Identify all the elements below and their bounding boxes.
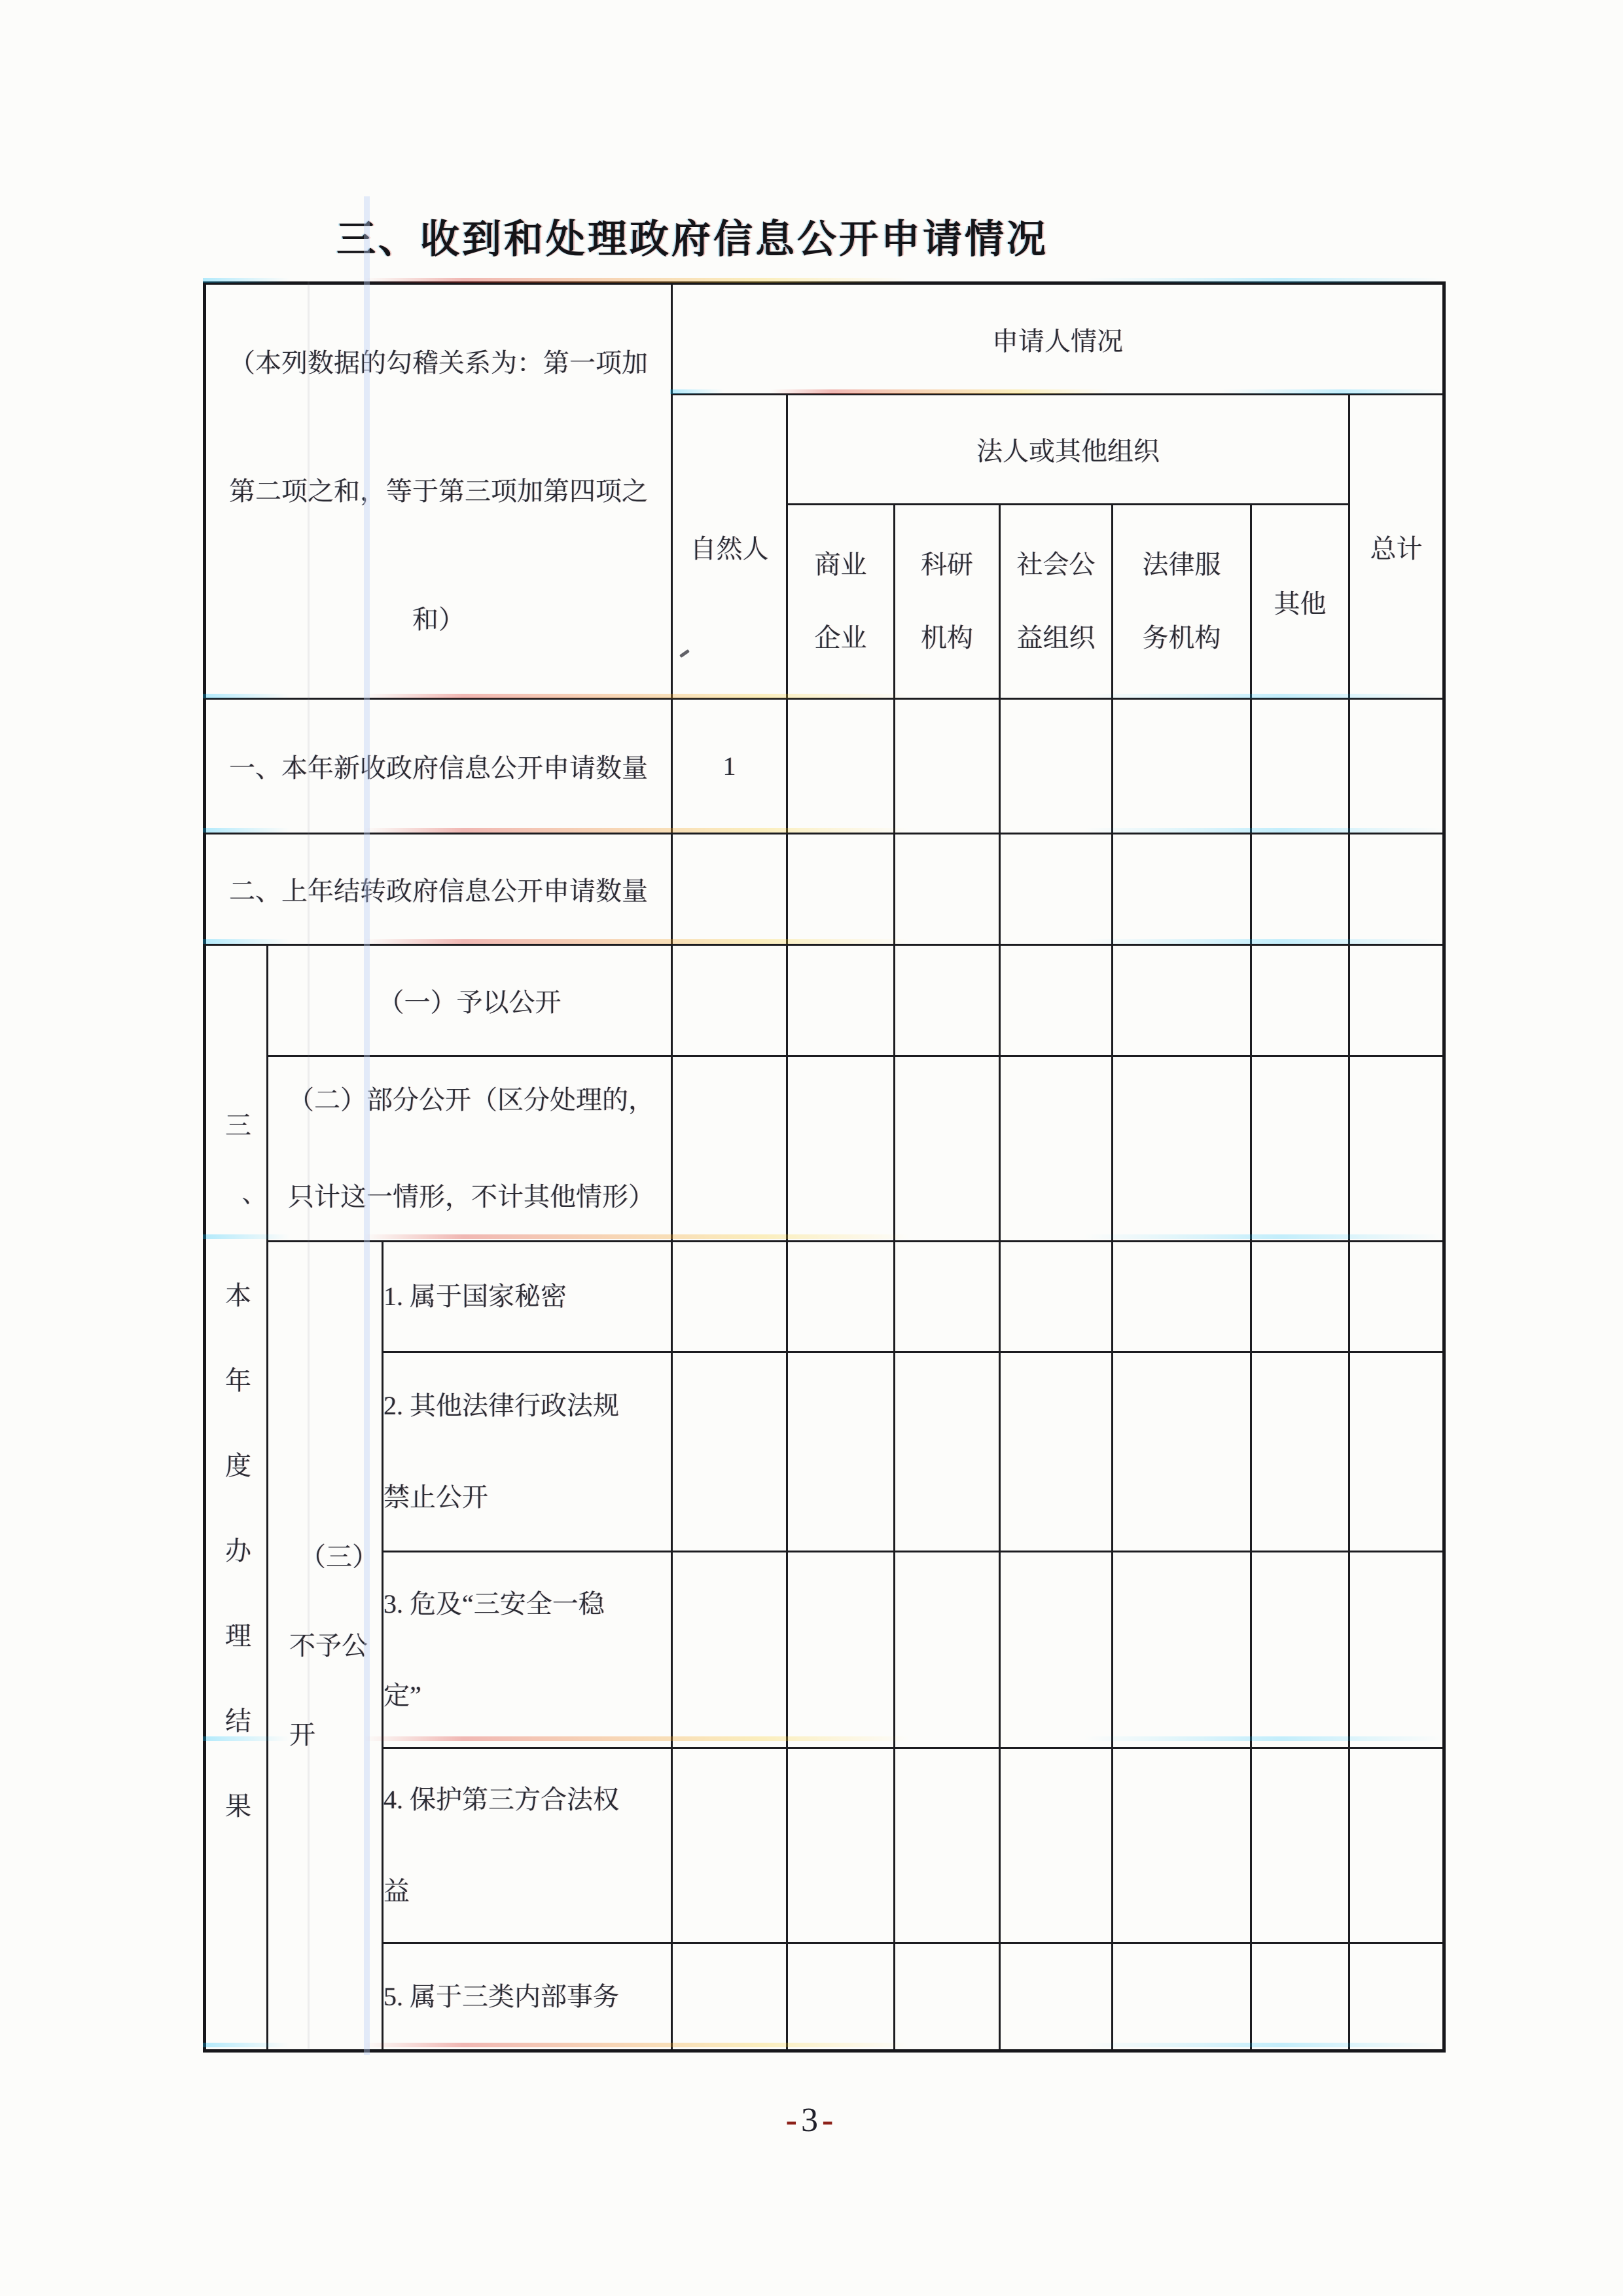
data-cell-empty	[1000, 1352, 1113, 1552]
data-cell-empty	[787, 834, 895, 945]
header-public-welfare-line: 社会公	[1016, 550, 1096, 579]
data-cell-empty	[1000, 1552, 1113, 1748]
data-cell-empty	[1251, 1748, 1349, 1943]
data-cell-empty	[787, 1352, 895, 1552]
section-three-vertical-label-cell	[205, 945, 268, 2051]
data-cell-empty	[1000, 699, 1113, 834]
data-cell-empty	[895, 945, 1000, 1056]
data-cell-empty	[787, 945, 895, 1056]
data-cell-empty	[1113, 1748, 1251, 1943]
data-cell-empty	[1000, 945, 1113, 1056]
data-cell-empty	[1349, 834, 1444, 945]
data-cell-empty	[895, 834, 1000, 945]
data-cell-empty	[1349, 1242, 1444, 1352]
note-cell	[205, 283, 672, 699]
section-three-vertical-label: 三、本年度办理结果	[221, 1111, 251, 1877]
denied-item-line: 4. 保护第三方合法权	[383, 1784, 619, 1814]
row-label-denied-item-1	[383, 1242, 672, 1352]
denied-item-line: 益	[383, 1876, 410, 1906]
data-cell-empty	[787, 699, 895, 834]
data-cell-empty	[1113, 1056, 1251, 1242]
data-cell-empty	[1349, 699, 1444, 834]
header-public-welfare-line: 益组织	[1016, 623, 1096, 653]
row-label-partial	[268, 1056, 672, 1242]
data-cell-empty	[1113, 1352, 1251, 1552]
denied-label-line: 开	[289, 1719, 315, 1749]
note-line: 和）	[412, 604, 465, 634]
header-total: 总计	[1349, 395, 1444, 699]
header-legal-service-line: 务机构	[1142, 623, 1221, 653]
data-cell-empty	[1251, 945, 1349, 1056]
header-applicant-status: 申请人情况	[672, 283, 1444, 395]
row-label-new-requests: 一、本年新收政府信息公开申请数量	[205, 699, 672, 834]
denied-item-line: 定”	[383, 1680, 421, 1710]
header-legal-service	[1113, 505, 1251, 699]
header-commercial	[787, 505, 895, 699]
data-cell-empty	[672, 1943, 787, 2051]
header-natural-person: 自然人	[672, 395, 787, 699]
header-research-line: 机构	[921, 623, 974, 653]
denied-item-line: 禁止公开	[383, 1482, 488, 1512]
data-cell-empty	[1113, 699, 1251, 834]
data-cell-empty	[1113, 945, 1251, 1056]
data-cell-empty	[1113, 1242, 1251, 1352]
data-cell-empty	[1349, 1943, 1444, 2051]
denied-label-line: （三）	[300, 1541, 378, 1571]
data-cell-empty	[895, 1943, 1000, 2051]
data-cell-empty	[672, 1748, 787, 1943]
data-cell-empty	[1349, 1056, 1444, 1242]
partial-line: 只计这一情形，不计其他情形）	[288, 1182, 654, 1211]
denied-item-line: 5. 属于三类内部事务	[383, 1981, 619, 2011]
row-label-denied-item-2	[383, 1352, 672, 1552]
page-number-dash: -	[785, 2102, 801, 2139]
header-other: 其他	[1251, 505, 1349, 699]
data-cell-empty	[1251, 699, 1349, 834]
row-label-denied-item-3	[383, 1552, 672, 1748]
data-cell-empty	[672, 1056, 787, 1242]
data-cell-empty	[1251, 1242, 1349, 1352]
data-cell-empty	[1251, 1056, 1349, 1242]
header-commercial-line: 企业	[814, 623, 867, 653]
denied-item-line: 1. 属于国家秘密	[383, 1282, 567, 1311]
note-line: （本列数据的勾稽关系为：第一项加	[229, 348, 649, 378]
data-cell-empty	[1000, 1056, 1113, 1242]
header-public-welfare	[1000, 505, 1113, 699]
partial-line: （二）部分公开（区分处理的，	[288, 1085, 654, 1115]
row-label-denied-group	[268, 1242, 383, 2051]
data-cell-empty	[895, 699, 1000, 834]
data-cell-empty	[787, 1552, 895, 1748]
data-cell-empty	[672, 834, 787, 945]
note-lines	[206, 349, 671, 634]
header-commercial-line: 商业	[814, 550, 867, 579]
data-cell-empty	[1000, 834, 1113, 945]
denied-item-line: 2. 其他法律行政法规	[383, 1391, 619, 1420]
row-label-denied-item-5	[383, 1943, 672, 2051]
new-requests-natural-person-value: 1	[672, 699, 787, 834]
data-cell-empty	[1113, 1552, 1251, 1748]
data-cell-empty	[895, 1352, 1000, 1552]
page-number-dash: -	[822, 2102, 838, 2139]
data-cell-empty	[672, 1352, 787, 1552]
data-cell-empty	[787, 1943, 895, 2051]
row-label-carried-over: 二、上年结转政府信息公开申请数量	[205, 834, 672, 945]
data-cell-empty	[1113, 834, 1251, 945]
data-cell-empty	[1349, 1552, 1444, 1748]
data-cell-empty	[1251, 1943, 1349, 2051]
page-title: 三、收到和处理政府信息公开申请情况	[336, 217, 1048, 261]
data-cell-empty	[895, 1552, 1000, 1748]
data-cell-empty	[672, 1242, 787, 1352]
page-number-value: 3	[801, 2102, 822, 2139]
data-cell-empty	[1251, 834, 1349, 945]
row-label-granted: （一）予以公开	[268, 945, 672, 1056]
row-label-denied-item-4	[383, 1748, 672, 1943]
data-cell-empty	[1349, 1748, 1444, 1943]
denied-label-line: 不予公	[289, 1630, 368, 1660]
data-cell-empty	[1113, 1943, 1251, 2051]
data-cell-empty	[1251, 1352, 1349, 1552]
data-cell-empty	[1000, 1242, 1113, 1352]
report-table	[203, 281, 1446, 2053]
data-cell-empty	[1349, 1352, 1444, 1552]
data-cell-empty	[672, 1552, 787, 1748]
page-number	[0, 2101, 1623, 2140]
data-cell-empty	[1251, 1552, 1349, 1748]
data-cell-empty	[895, 1056, 1000, 1242]
data-cell-empty	[1349, 945, 1444, 1056]
denied-item-line: 3. 危及“三安全一稳	[383, 1588, 605, 1619]
header-research-line: 科研	[921, 550, 974, 579]
header-legal-service-line: 法律服	[1142, 550, 1221, 579]
data-cell-empty	[787, 1242, 895, 1352]
header-legal-or-other-org: 法人或其他组织	[787, 395, 1349, 505]
data-cell-empty	[895, 1748, 1000, 1943]
data-cell-empty	[672, 945, 787, 1056]
data-cell-empty	[895, 1242, 1000, 1352]
data-cell-empty	[1000, 1943, 1113, 2051]
note-line: 第二项之和，等于第三项加第四项之	[229, 476, 649, 506]
data-cell-empty	[1000, 1748, 1113, 1943]
data-cell-empty	[787, 1056, 895, 1242]
header-research	[895, 505, 1000, 699]
data-cell-empty	[787, 1748, 895, 1943]
